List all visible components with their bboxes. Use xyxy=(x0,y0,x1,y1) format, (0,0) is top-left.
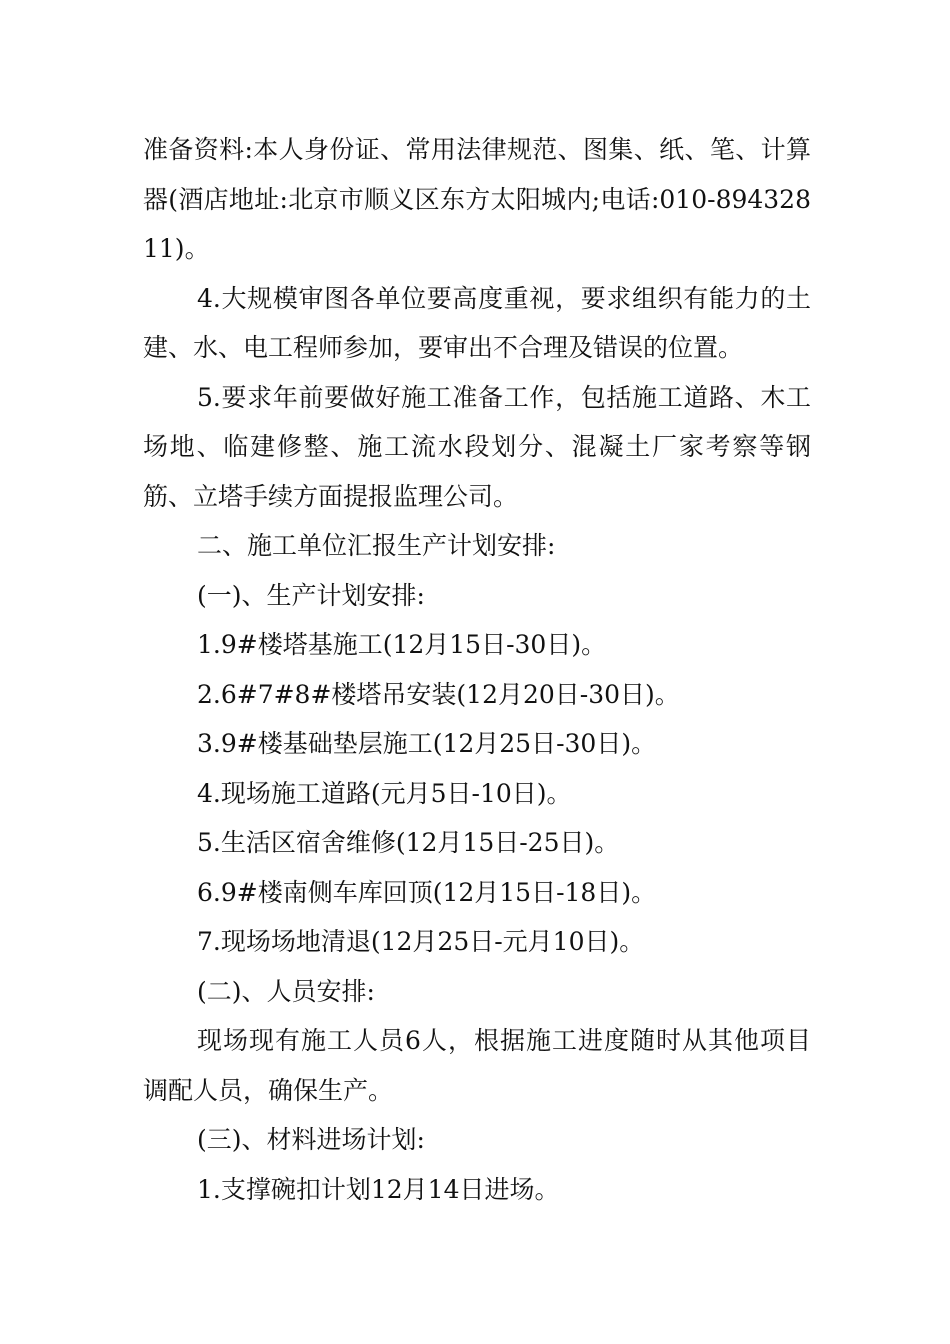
plan-item-6: 6.9#楼南侧车库回顶(12月15日-18日)。 xyxy=(197,877,657,907)
materials-item-1: 1.支撑碗扣计划12月14日进场。 xyxy=(197,1174,560,1204)
paragraph-item-5-preparation: 5.要求年前要做好施工准备工作，包括施工道路、木工场地、临建修整、施工流水段划分、混凝土厂家考察等钢筋、立塔手续方面提报监理公司。 xyxy=(143,382,811,511)
section-heading-production-report: 二、施工单位汇报生产计划安排: xyxy=(197,531,556,560)
document-page xyxy=(143,125,811,1214)
plan-item-5: 5.生活区宿舍维修(12月15日-25日)。 xyxy=(197,828,620,857)
subsection-heading-production-plan: (一)、生产计划安排: xyxy=(197,580,425,610)
paragraph-materials: 准备资料:本人身份证、常用法律规范、图集、纸、笔、计算器(酒店地址:北京市顺义区东方太阳城内;电话:010-89432811)。 xyxy=(143,135,811,263)
plan-item-3: 3.9#楼基础垫层施工(12月25日-30日)。 xyxy=(197,729,657,758)
plan-item-1: 1.9#楼塔基施工(12月15日-30日)。 xyxy=(197,630,607,659)
subsection-heading-personnel: (二)、人员安排: xyxy=(197,976,375,1006)
subsection-heading-materials-plan: (三)、材料进场计划: xyxy=(197,1125,425,1154)
paragraph-personnel: 现场现有施工人员6人，根据施工进度随时从其他项目调配人员，确保生产。 xyxy=(143,1026,811,1105)
paragraph-item-4-drawing-review: 4.大规模审图各单位要高度重视，要求组织有能力的土建、水、电工程师参加，要审出不合理及错误的位置。 xyxy=(143,283,811,362)
plan-item-7: 7.现场场地清退(12月25日-元月10日)。 xyxy=(197,927,645,956)
plan-item-2: 2.6#7#8#楼塔吊安装(12月20日-30日)。 xyxy=(197,679,680,709)
plan-item-4: 4.现场施工道路(元月5日-10日)。 xyxy=(197,778,572,808)
